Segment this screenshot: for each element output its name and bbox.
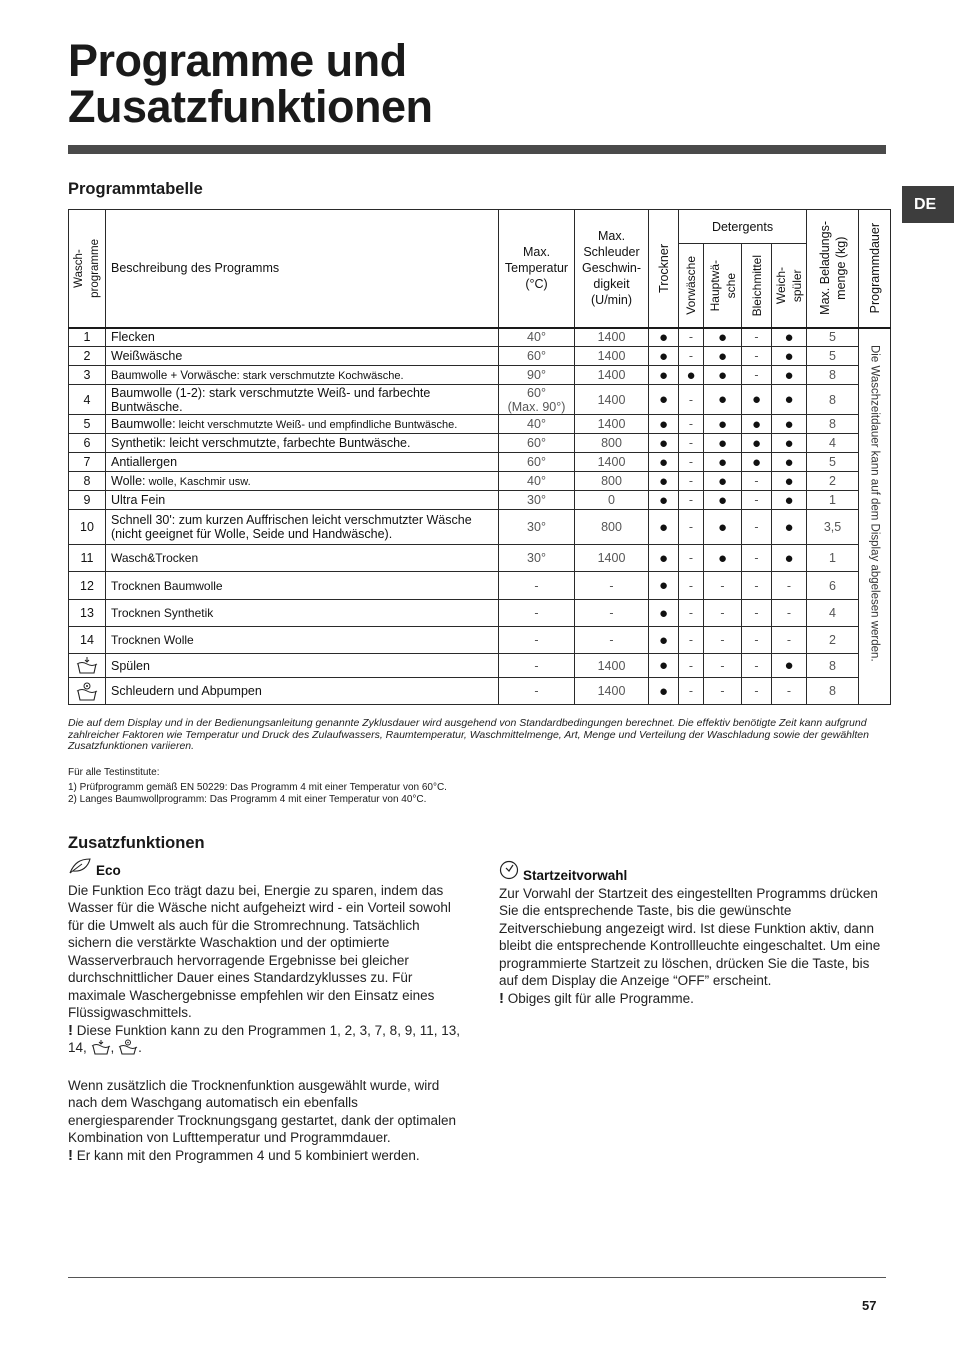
program-detail: wolle, Kaschmir usw. (145, 476, 251, 488)
table-row (69, 366, 891, 385)
title-divider (68, 145, 886, 154)
temperature-cell: - (499, 654, 575, 678)
dryer-cell: ● (649, 572, 679, 600)
program-number: 4 (69, 385, 106, 415)
prewash-cell: - (679, 347, 704, 366)
table-row (69, 510, 891, 545)
table-row (69, 453, 891, 472)
bleach-cell: - (742, 510, 772, 545)
program-description (106, 491, 499, 510)
delay-start-title: Startzeitvorwahl (499, 860, 884, 885)
softener-cell: ● (772, 434, 807, 453)
bleach-cell: - (742, 654, 772, 678)
max-load-cell: 5 (807, 347, 859, 366)
bleach-cell: - (742, 627, 772, 654)
dryer-cell: ● (649, 472, 679, 491)
spin-speed-cell: 1400 (575, 453, 649, 472)
max-load-cell: 1 (807, 545, 859, 572)
table-row (69, 654, 891, 678)
max-load-cell: 4 (807, 434, 859, 453)
softener-cell: ● (772, 415, 807, 434)
max-load-cell: 6 (807, 572, 859, 600)
col-prewash: Vorwäsche (679, 244, 704, 328)
dryer-cell: ● (649, 654, 679, 678)
program-number: 6 (69, 434, 106, 453)
program-description (106, 347, 499, 366)
spin-speed-cell: 800 (575, 434, 649, 453)
mainwash-cell: - (704, 600, 742, 627)
program-name: Wasch&Trocken (111, 551, 199, 565)
bleach-cell: - (742, 545, 772, 572)
program-name: Trocknen Synthetik (111, 606, 214, 620)
max-load-cell: 8 (807, 366, 859, 385)
temperature-cell: 60° (499, 434, 575, 453)
program-detail: stark verschmutzte Weiß- und farbechte Buntwäsche. (111, 385, 431, 414)
softener-cell: ● (772, 654, 807, 678)
test-institutes-line1: 1) Prüfprogramm gemäß EN 50229: Das Programm 4 mit einer Temperatur von 60°C. (68, 782, 447, 793)
program-number: 14 (69, 627, 106, 654)
rinse-icon (69, 657, 105, 674)
bleach-cell: - (742, 600, 772, 627)
prewash-cell: - (679, 328, 704, 347)
dryer-cell: ● (649, 491, 679, 510)
temperature-cell: 30° (499, 510, 575, 545)
bleach-cell: ● (742, 385, 772, 415)
program-name: Baumwolle + Vorwäsche (111, 370, 237, 382)
leaf-icon (68, 857, 92, 880)
bleach-cell: ● (742, 415, 772, 434)
delay-start-text: Zur Vorwahl der Startzeit des eingestellten Programms drücken Sie die entsprechende Taste, bis die gewünschte Zeitverschiebung angezeigt wird. Ist diese Funktion aktiv, dann bleibt die entsprechende Kontrollleuchte eingeschaltet. Um eine programmierte Startzeit zu löschen, drücken Sie die Taste, bis auf dem Display die Anzeige “OFF” erscheint. (499, 885, 881, 988)
program-icon-cell (69, 654, 106, 678)
program-name: Ultra Fein (111, 493, 166, 507)
bleach-cell: ● (742, 434, 772, 453)
program-detail: : stark verschmutzte Kochwäsche. (236, 370, 404, 382)
mainwash-cell: ● (704, 472, 742, 491)
col-bleach: Bleichmittel (742, 244, 772, 328)
dryer-cell: ● (649, 434, 679, 453)
table-row (69, 347, 891, 366)
max-load-cell: 5 (807, 328, 859, 347)
table-row (69, 545, 891, 572)
prewash-cell: - (679, 415, 704, 434)
program-description (106, 366, 499, 385)
table-row (69, 385, 891, 415)
softener-cell: ● (772, 510, 807, 545)
temperature-cell: - (499, 600, 575, 627)
table-header (69, 210, 891, 328)
col-programs: Wasch- programme (69, 210, 106, 328)
prewash-cell: - (679, 453, 704, 472)
spin-speed-cell: 800 (575, 472, 649, 491)
program-number: 12 (69, 572, 106, 600)
mainwash-cell: ● (704, 328, 742, 347)
col-detergents: Detergents (679, 210, 807, 244)
col-spin-speed: Max. Schleuder Geschwin-digkeit (U/min) (575, 210, 649, 328)
col-mainwash: Hauptwä- sche (704, 244, 742, 328)
col-max-load: Max. Beladungs- menge (kg) (807, 210, 859, 328)
program-name: Weißwäsche (111, 349, 183, 363)
program-name: Trocknen Baumwolle (111, 578, 223, 593)
temperature-cell: 40° (499, 328, 575, 347)
program-number: 8 (69, 472, 106, 491)
mainwash-cell: - (704, 627, 742, 654)
temperature-cell: 60° (499, 453, 575, 472)
softener-cell: ● (772, 347, 807, 366)
table-row (69, 328, 891, 347)
softener-cell: - (772, 678, 807, 705)
program-description (106, 600, 499, 627)
language-tab: DE (902, 186, 954, 223)
eco-text2: Wenn zusätzlich die Trocknenfunktion ausgewählt wurde, wird nach dem Waschgang automatisch ein ebenfalls energiesparender Trocknungsgang gestartet, dank der optimalen Kombination von Lufttemperatur und Programmdauer. (68, 1077, 456, 1145)
softener-cell: ● (772, 472, 807, 491)
mainwash-cell: ● (704, 491, 742, 510)
program-detail: leicht verschmutzte Weiß- und empfindliche Buntwäsche. (175, 419, 458, 431)
temperature-cell: - (499, 572, 575, 600)
table-row (69, 627, 891, 654)
program-number: 5 (69, 415, 106, 434)
max-load-cell: 8 (807, 415, 859, 434)
spin-drain-icon (118, 1039, 138, 1060)
max-load-cell: 8 (807, 678, 859, 705)
dryer-cell: ● (649, 627, 679, 654)
rinse-icon (91, 1039, 111, 1060)
col-temperature: Max. Temperatur (°C) (499, 210, 575, 328)
program-name: Wolle: (111, 474, 146, 488)
max-load-cell: 8 (807, 385, 859, 415)
program-description (106, 472, 499, 491)
program-description (106, 385, 499, 415)
max-load-cell: 3,5 (807, 510, 859, 545)
mainwash-cell: ● (704, 366, 742, 385)
delay-start-note: ! Obiges gilt für alle Programme. (499, 989, 694, 1007)
temperature-cell: - (499, 678, 575, 705)
dryer-cell: ● (649, 415, 679, 434)
program-name: Trocknen Wolle (111, 633, 194, 647)
softener-cell: ● (772, 453, 807, 472)
program-description (106, 415, 499, 434)
max-load-cell: 4 (807, 600, 859, 627)
program-number: 2 (69, 347, 106, 366)
temperature-cell: 40° (499, 472, 575, 491)
prewash-cell: - (679, 678, 704, 705)
table-row (69, 491, 891, 510)
functions-heading: Zusatzfunktionen (68, 834, 205, 852)
page-title (68, 35, 433, 132)
program-name: Baumwolle: (111, 417, 176, 431)
spin-speed-cell: 1400 (575, 654, 649, 678)
program-name: Baumwolle (1-2): (111, 385, 206, 400)
mainwash-cell: ● (704, 347, 742, 366)
spin-speed-cell: 1400 (575, 678, 649, 705)
program-name: Flecken (111, 330, 155, 345)
spin-speed-cell: - (575, 600, 649, 627)
cycle-duration-note: Die auf dem Display und in der Bedienungsanleitung genannte Zyklusdauer wird ausgehend von Standardbedingungen berechnet. Die effektiv benötigte Zeit kann aufgrund zahlreicher Faktoren wie Temperatur und Druck des Zulaufwassers, Raumtemperatur, Waschmittelmenge, Art, Menge und Verteilung der Waschladung sowie der gewählten Zusatzfunktionen variieren. (68, 717, 869, 752)
prewash-cell: - (679, 654, 704, 678)
softener-cell: - (772, 572, 807, 600)
bleach-cell: - (742, 572, 772, 600)
temperature-cell: 60° (Max. 90°) (499, 385, 575, 415)
spin-speed-cell: - (575, 627, 649, 654)
program-number: 1 (69, 328, 106, 347)
duration-note: Die Waschzeitdauer kann auf dem Display abgelesen werden. (868, 344, 881, 662)
col-dryer: Trockner (649, 210, 679, 328)
dryer-cell: ● (649, 385, 679, 415)
bleach-cell: - (742, 366, 772, 385)
eco-note2: ! Er kann mit den Programmen 4 und 5 kombiniert werden. (68, 1146, 420, 1164)
spin-speed-cell: 1400 (575, 545, 649, 572)
spin-speed-cell: - (575, 572, 649, 600)
prewash-cell: - (679, 600, 704, 627)
mainwash-cell: - (704, 654, 742, 678)
bleach-cell: - (742, 328, 772, 347)
softener-cell: ● (772, 328, 807, 347)
max-load-cell: 2 (807, 627, 859, 654)
prewash-cell: - (679, 545, 704, 572)
temperature-cell: - (499, 627, 575, 654)
page-number: 57 (862, 1298, 877, 1313)
program-name: Schnell 30': (111, 513, 176, 527)
dryer-cell: ● (649, 678, 679, 705)
prewash-cell: ● (679, 366, 704, 385)
prewash-cell: - (679, 491, 704, 510)
table-row (69, 572, 891, 600)
program-detail: zum kurzen Auffrischen leicht verschmutzter Wäsche (nicht geeignet für Wolle, Seide und Handwäsche). (111, 513, 472, 541)
program-table (68, 209, 891, 705)
table-row (69, 434, 891, 453)
program-description (106, 434, 499, 453)
dryer-cell: ● (649, 347, 679, 366)
prewash-cell: - (679, 572, 704, 600)
program-description (106, 510, 499, 545)
dryer-cell: ● (649, 453, 679, 472)
spin-speed-cell: 1400 (575, 385, 649, 415)
program-number: 9 (69, 491, 106, 510)
program-description (106, 545, 499, 572)
col-softener: Weich- spüler (772, 244, 807, 328)
mainwash-cell: ● (704, 434, 742, 453)
spin-speed-cell: 1400 (575, 347, 649, 366)
mainwash-cell: ● (704, 545, 742, 572)
program-number: 13 (69, 600, 106, 627)
table-heading: Programmtabelle (68, 180, 203, 198)
program-detail: leicht verschmutzte, farbechte Buntwäsche. (165, 436, 411, 450)
mainwash-cell: ● (704, 385, 742, 415)
softener-cell: ● (772, 366, 807, 385)
max-load-cell: 5 (807, 453, 859, 472)
duration-cell (859, 328, 891, 705)
program-description (106, 678, 499, 705)
mainwash-cell: ● (704, 415, 742, 434)
dryer-cell: ● (649, 328, 679, 347)
spin-speed-cell: 1400 (575, 366, 649, 385)
table-row (69, 600, 891, 627)
softener-cell: ● (772, 491, 807, 510)
temperature-cell: 30° (499, 545, 575, 572)
col-description: Beschreibung des Programms (106, 210, 499, 328)
prewash-cell: - (679, 385, 704, 415)
prewash-cell: - (679, 434, 704, 453)
max-load-cell: 1 (807, 491, 859, 510)
table-row (69, 415, 891, 434)
temperature-cell: 40° (499, 415, 575, 434)
mainwash-cell: ● (704, 510, 742, 545)
program-name: Schleudern und Abpumpen (111, 684, 262, 698)
table-row (69, 472, 891, 491)
max-load-cell: 2 (807, 472, 859, 491)
max-load-cell: 8 (807, 654, 859, 678)
delay-start-section (499, 860, 884, 1007)
program-name: Antiallergen (111, 455, 178, 469)
program-description (106, 328, 499, 347)
test-institutes-heading: Für alle Testinstitute: (68, 767, 160, 778)
test-institutes-line2: 2) Langes Baumwollprogramm: Das Programm 4 mit einer Temperatur von 40°C. (68, 794, 427, 805)
program-number: 7 (69, 453, 106, 472)
table-row (69, 678, 891, 705)
temperature-cell: 60° (499, 347, 575, 366)
dryer-cell: ● (649, 366, 679, 385)
spin-drain-icon (69, 682, 105, 701)
program-description (106, 627, 499, 654)
dryer-cell: ● (649, 510, 679, 545)
program-number: 11 (69, 545, 106, 572)
mainwash-cell: ● (704, 453, 742, 472)
mainwash-cell: - (704, 572, 742, 600)
softener-cell: - (772, 627, 807, 654)
prewash-cell: - (679, 627, 704, 654)
spin-speed-cell: 0 (575, 491, 649, 510)
eco-note1: ! Diese Funktion kann zu den Programmen 1, 2, 3, 7, 8, 9, 11, 13, 14, , . (68, 1022, 460, 1060)
dryer-cell: ● (649, 545, 679, 572)
program-name: Synthetik: (111, 436, 166, 450)
program-description (106, 453, 499, 472)
program-number: 3 (69, 366, 106, 385)
table-body (69, 328, 891, 705)
clock-icon (499, 860, 519, 885)
program-description (106, 572, 499, 600)
prewash-cell: - (679, 472, 704, 491)
spin-speed-cell: 800 (575, 510, 649, 545)
bleach-cell: - (742, 472, 772, 491)
program-description (106, 654, 499, 678)
softener-cell: ● (772, 385, 807, 415)
program-icon-cell (69, 678, 106, 705)
eco-title: Eco (68, 857, 460, 880)
page-title-line2: Zusatzfunktionen (68, 81, 433, 132)
temperature-cell: 30° (499, 491, 575, 510)
program-number: 10 (69, 510, 106, 545)
bleach-cell: - (742, 491, 772, 510)
dryer-cell: ● (649, 600, 679, 627)
prewash-cell: - (679, 510, 704, 545)
eco-section (68, 857, 460, 1164)
page-title-line1: Programme und (68, 35, 407, 86)
eco-text1: Die Funktion Eco trägt dazu bei, Energie zu sparen, indem das Wasser für die Wäsche nicht aufgeheizt wird - ein Vorteil sowohl für die Umwelt als auch für die Stromrechnung. Tatsächlich sichern die verstärkte Waschaktion und der optimierte Wasserverbrauch hervorragende Ergebnisse bei gleicher durchschnittlicher Dauer eines Standardzyklusses zu. Für maximale Waschergebnisse empfehlen wir den Einsatz eines Flüssigwaschmittels. (68, 882, 451, 1020)
bleach-cell: ● (742, 453, 772, 472)
footer-divider (68, 1277, 886, 1278)
softener-cell: ● (772, 545, 807, 572)
program-name: Spülen (111, 658, 150, 673)
bleach-cell: - (742, 678, 772, 705)
spin-speed-cell: 1400 (575, 328, 649, 347)
spin-speed-cell: 1400 (575, 415, 649, 434)
temperature-cell: 90° (499, 366, 575, 385)
bleach-cell: - (742, 347, 772, 366)
softener-cell: - (772, 600, 807, 627)
col-duration: Programmdauer (859, 210, 891, 328)
mainwash-cell: - (704, 678, 742, 705)
